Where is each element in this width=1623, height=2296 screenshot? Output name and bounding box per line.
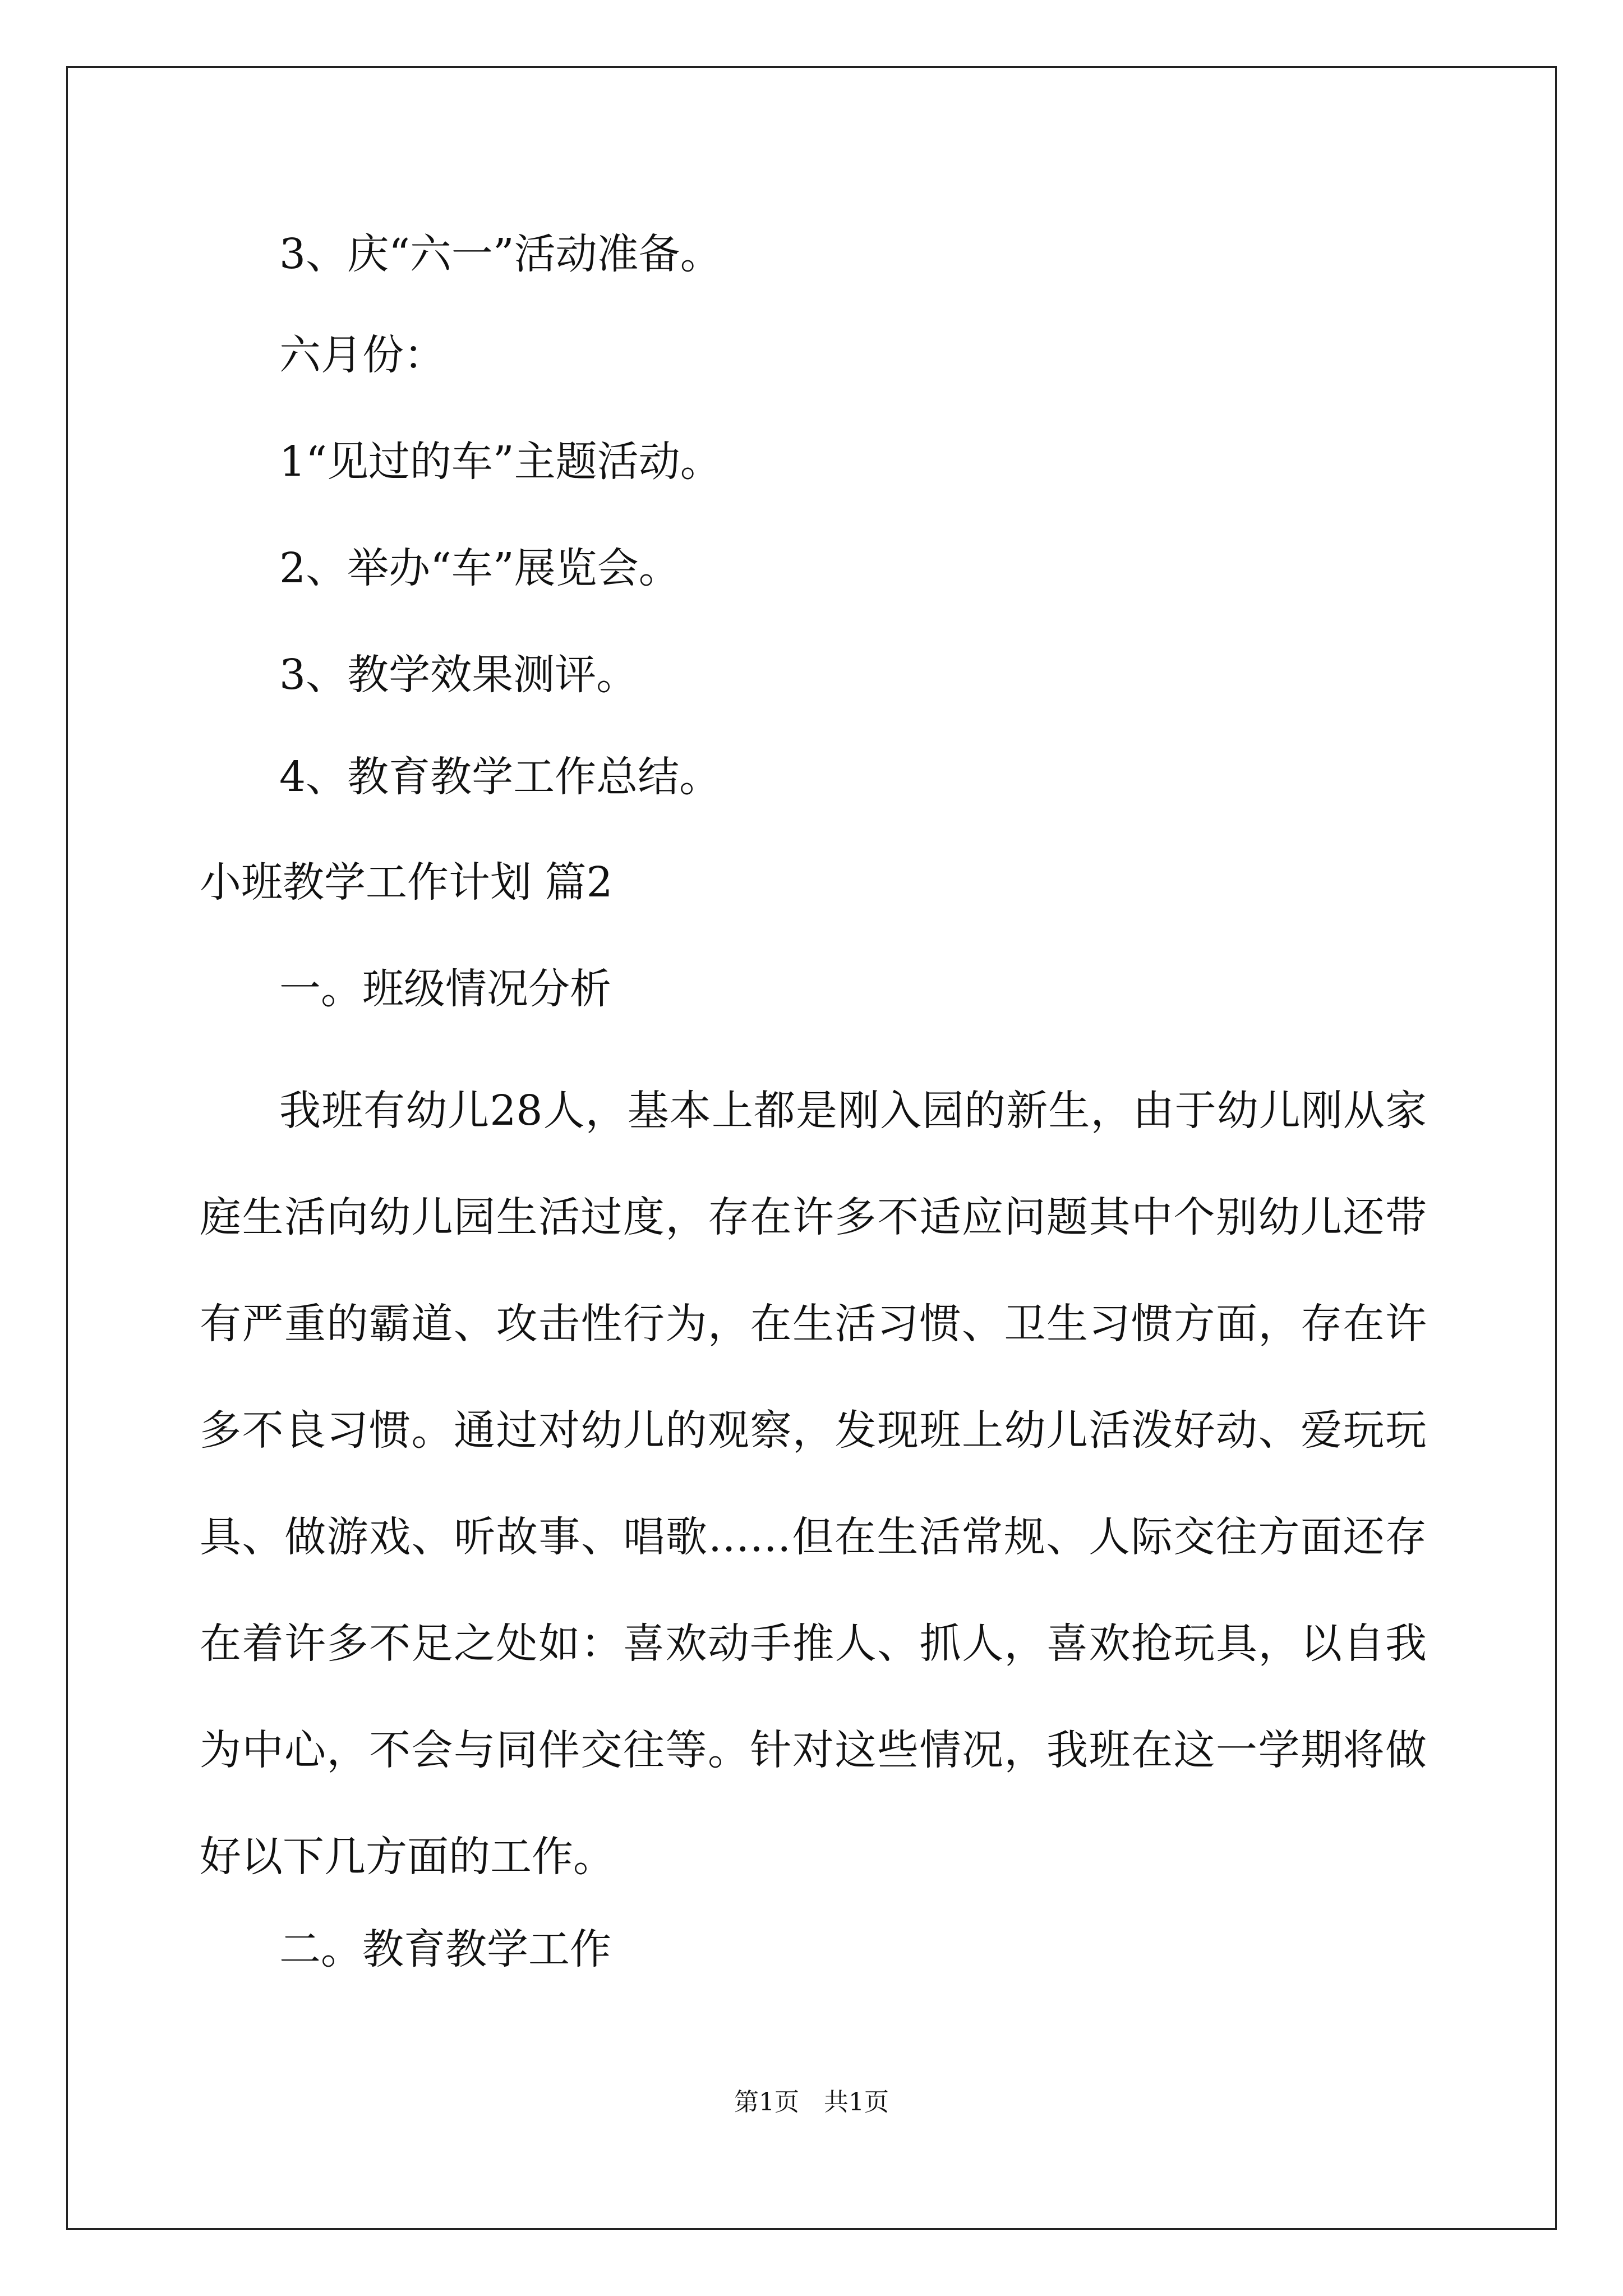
- list-item: 3、教学效果测评。: [279, 651, 638, 699]
- subheading: 二。教育教学工作: [279, 1925, 611, 1973]
- subheading: 一。班级情况分析: [279, 965, 611, 1013]
- section-heading: 小班教学工作计划 篇2: [200, 858, 613, 907]
- list-item: 3、庆“六一”活动准备。: [279, 230, 722, 278]
- month-heading: 六月份：: [279, 331, 445, 379]
- list-item: 4、教育教学工作总结。: [279, 753, 721, 801]
- list-item: 1“见过的车”主题活动。: [279, 438, 722, 486]
- body-paragraph: 我班有幼儿28人，基本上都是刚入园的新生，由于幼儿刚从家庭生活向幼儿园生活过度，存在许多不适应问题其中个别幼儿还带有严重的霸道、攻击性行为，在生活习惯、卫生习惯方面，存在许多不良习惯。通过对幼儿的观察，发现班上幼儿活泼好动、爱玩玩具、做游戏、听故事、唱歌……但在生活常规、人际交往方面还存在着许多不足之处如：喜欢动手推人、抓人，喜欢抢玩具，以自我为中心，不会与同伴交往等。针对这些情况，我班在这一学期将做好以下几方面的工作。: [200, 1087, 1427, 1881]
- list-item: 2、举办“车”展览会。: [279, 544, 680, 592]
- page-footer: 第1页 共1页: [734, 2088, 889, 2116]
